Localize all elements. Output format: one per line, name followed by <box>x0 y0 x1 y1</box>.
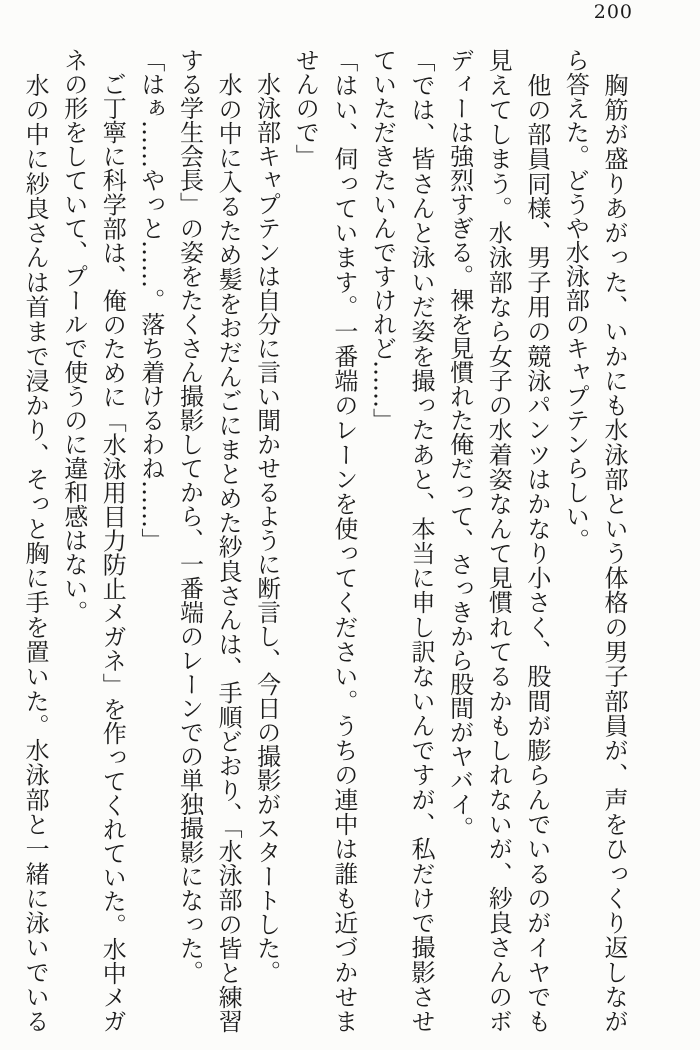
text-line: 水の中に入るため髪をおだんごにまとめた紗良さんは、手順どおり、「水泳部の皆と練習 <box>214 48 243 1033</box>
text-line: する学生会長」の姿をたくさん撮影してから、一番端のレーンでの単独撮影になった。 <box>175 48 204 984</box>
text-line: 水泳部キャプテンは自分に言い聞かせるように断言し、今日の撮影がスタートした。 <box>252 48 281 984</box>
text-line: ら答えた。どうや水泳部のキャプテンらしい。 <box>561 48 590 552</box>
text-line: 他の部員同様、男子用の競泳パンツはかなり小さく、股間が膨らんでいるのがイヤでも <box>522 48 551 1033</box>
text-line: ていただきたいんですけれど……」 <box>368 48 397 432</box>
text-line: 胸筋が盛りあがった、いかにも水泳部という体格の男子部員が、声をひっくり返しなが <box>600 48 628 1033</box>
text-line: 「では、皆さんと泳いだ姿を撮ったあと、本当に申し訳ないんですが、私だけで撮影させ <box>407 48 436 1033</box>
text-line: ネの形をしていて、プールで使うのに違和感はない。 <box>59 48 88 624</box>
text-line: 「はい、伺っています。一番端のレーンを使ってください。うちの連中は誰も近づかせま <box>329 48 358 1033</box>
text-line: 見えてしまう。水泳部なら女子の水着姿なんて見慣れてるかもしれないが、紗良さんのボ <box>484 48 513 1033</box>
page-text <box>15 48 633 1033</box>
text-line: せんので」 <box>291 48 320 168</box>
text-line: ディーは強烈すぎる。裸を見慣れた俺だって、さっきから股間がヤバイ。 <box>445 48 474 840</box>
page-number: 200 <box>593 1 633 23</box>
text-line: 「はぁ……やっと……。落ち着けるわね……」 <box>136 48 165 552</box>
text-line: ご丁寧に科学部は、俺のために「水泳用目力防止メガネ」を作ってくれていた。水中メガ <box>98 48 127 1033</box>
text-line: 水の中に紗良さんは首まで浸かり、そっと胸に手を置いた。水泳部と一緒に泳いでいる <box>21 48 50 1033</box>
